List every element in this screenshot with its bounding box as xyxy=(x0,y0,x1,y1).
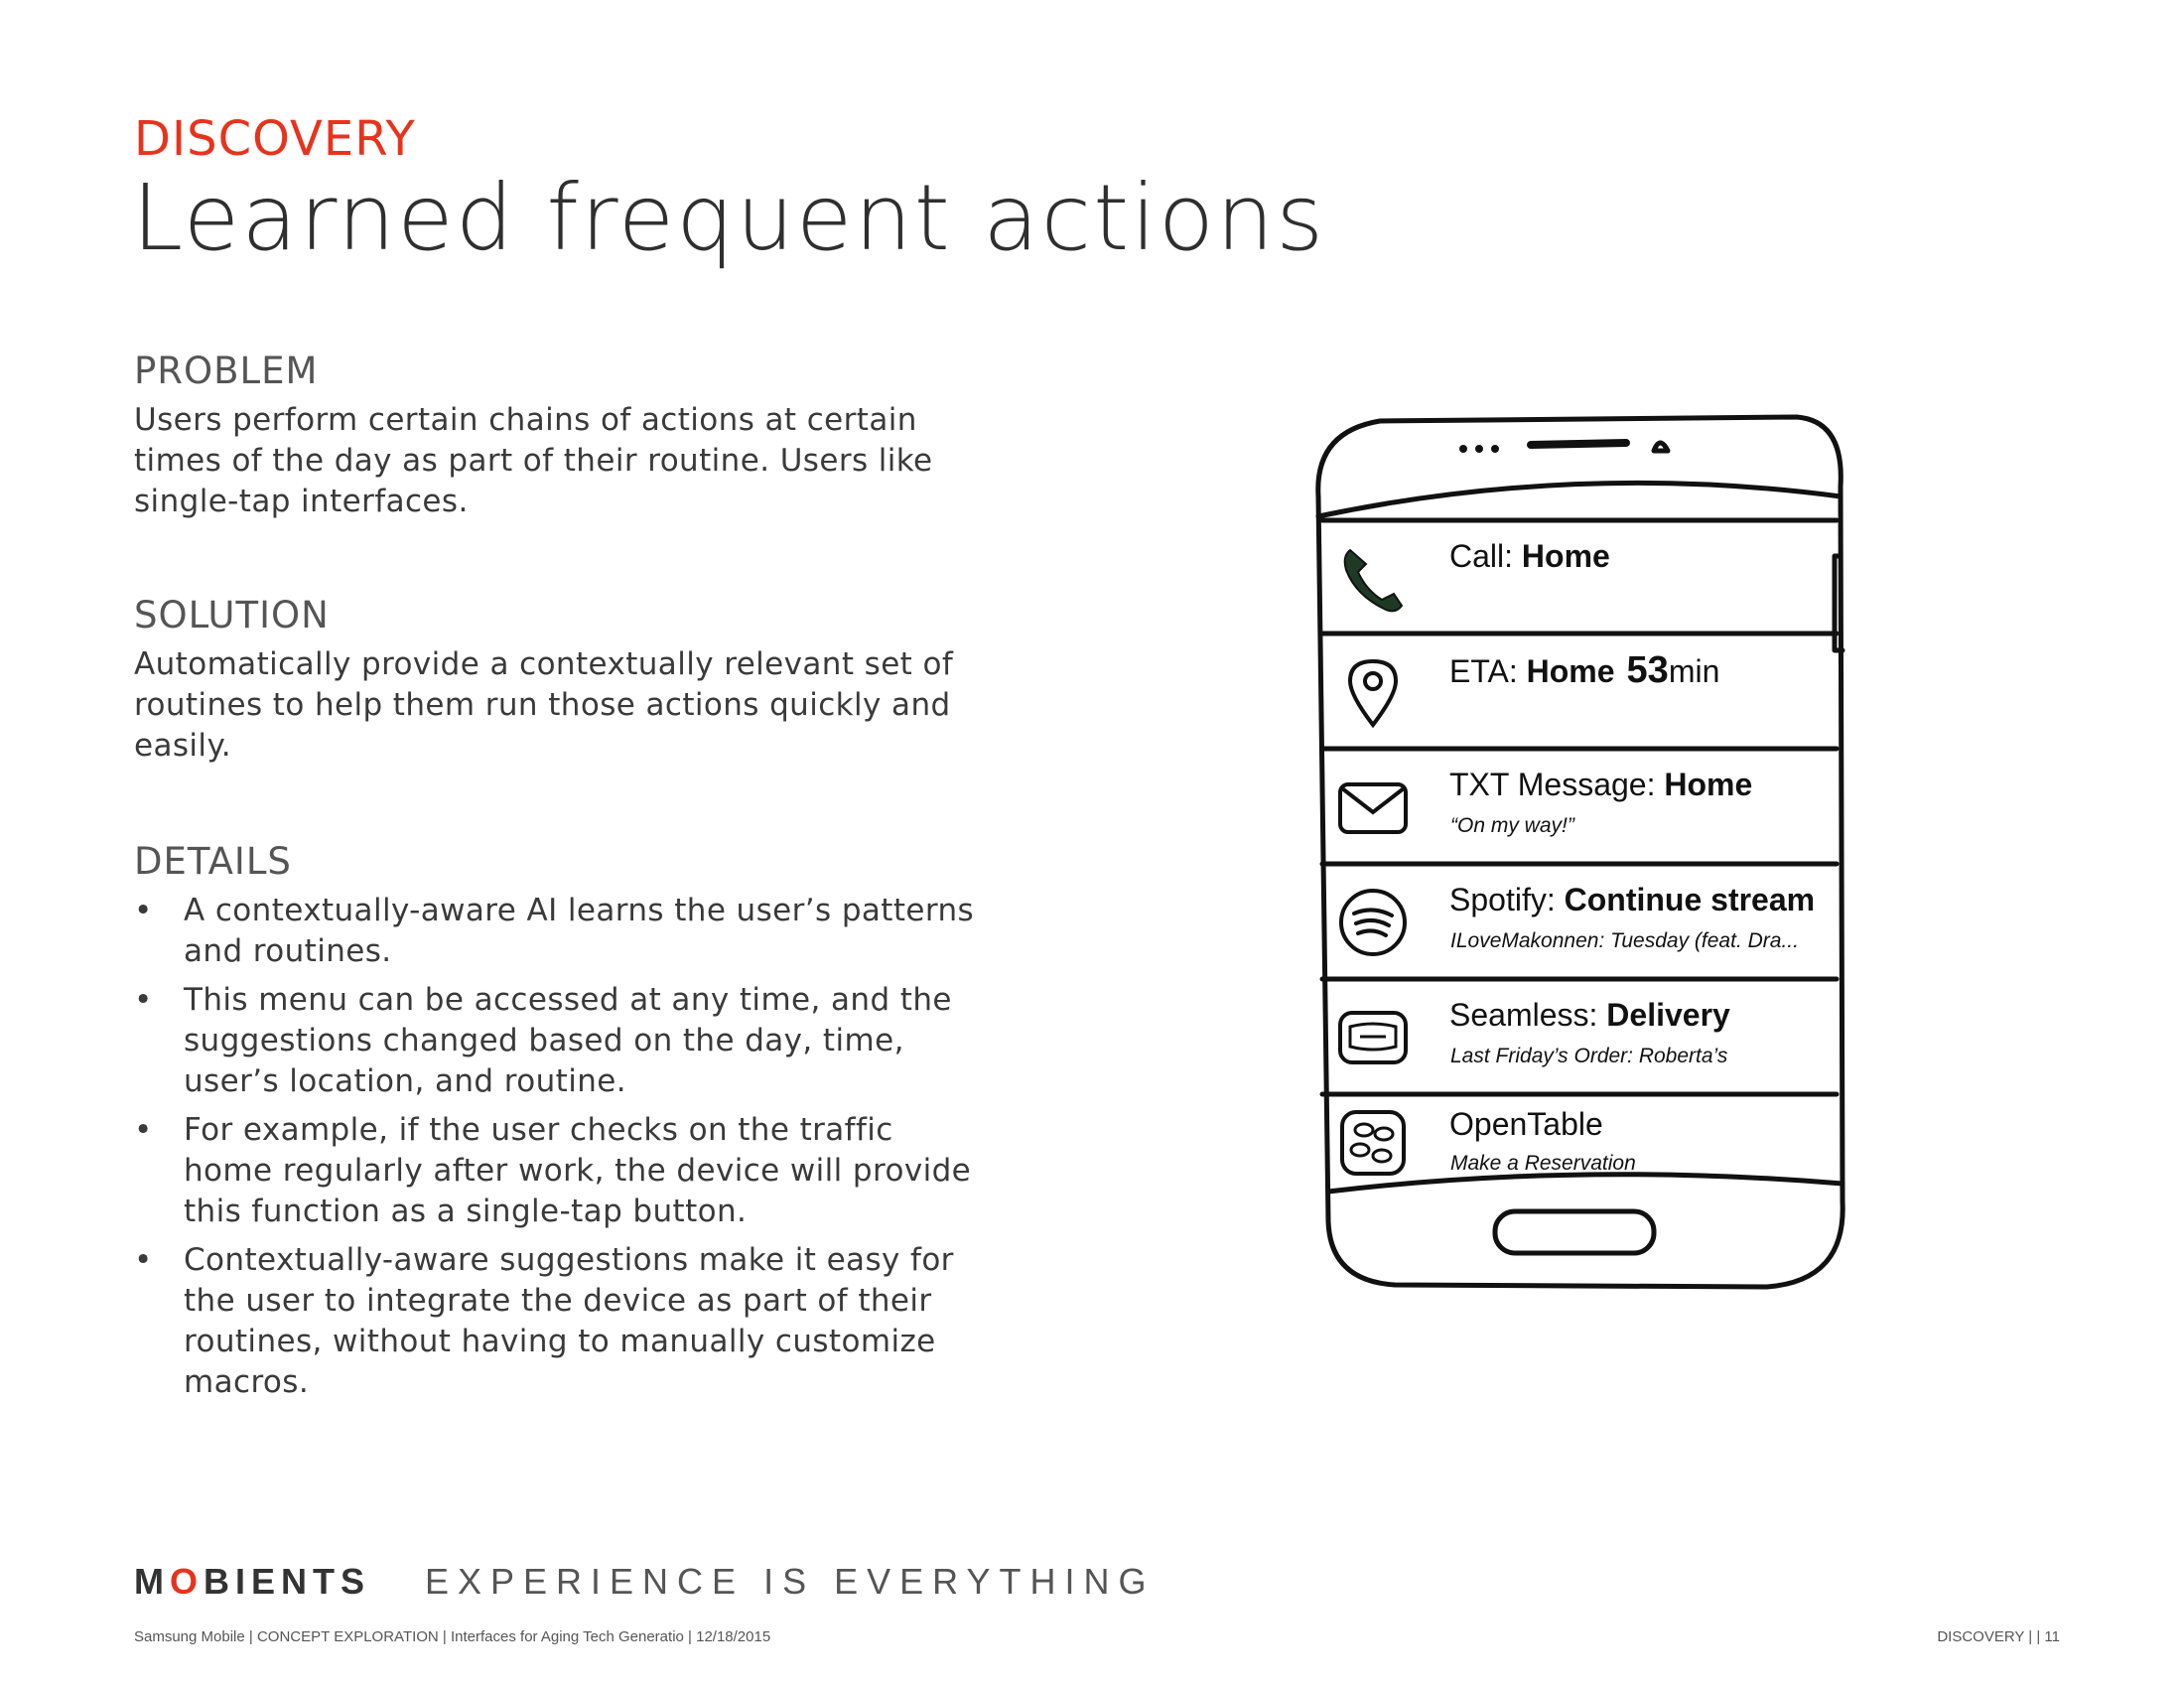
bullet-icon: • xyxy=(134,1242,153,1278)
quick-action-seamless[interactable] xyxy=(1320,981,1827,1094)
location-pin-icon xyxy=(1336,655,1410,729)
details-heading: DETAILS xyxy=(134,840,292,883)
problem-heading: PROBLEM xyxy=(134,350,319,392)
quick-action-txt[interactable] xyxy=(1320,751,1827,864)
quick-action-opentable[interactable] xyxy=(1320,1096,1827,1186)
solution-section xyxy=(134,594,988,767)
list-item xyxy=(134,891,988,972)
quick-action-spotify[interactable] xyxy=(1320,866,1827,979)
seamless-title: Seamless: Delivery xyxy=(1449,997,1730,1033)
phone-icon xyxy=(1336,542,1410,616)
eta-title: ETA: Home 53min xyxy=(1449,649,1720,691)
phone-sketch xyxy=(1300,407,1856,1291)
page-title: Learned frequent actions xyxy=(132,165,1326,271)
list-item xyxy=(134,980,988,1102)
opentable-subtitle: Make a Reservation xyxy=(1450,1152,1636,1175)
solution-text: Automatically provide a contextually relevant set of routines to help them run those actions quickly and easily. xyxy=(134,646,954,764)
bullet-icon: • xyxy=(134,982,153,1018)
detail-text: This menu can be accessed at any time, and the suggestions changed based on the day, time, user’s location, and routine. xyxy=(184,982,952,1099)
opentable-icon xyxy=(1336,1106,1410,1180)
txt-subtitle: “On my way!” xyxy=(1450,814,1574,837)
opentable-title: OpenTable xyxy=(1449,1106,1603,1142)
eta-unit: min xyxy=(1668,653,1720,689)
section-kicker: DISCOVERY xyxy=(134,111,416,167)
brand-tagline: EXPERIENCE IS EVERYTHING xyxy=(425,1561,1156,1602)
txt-title: TXT Message: Home xyxy=(1449,767,1753,802)
quick-action-call[interactable] xyxy=(1320,522,1827,635)
details-section xyxy=(134,840,988,1411)
call-title: Call: Home xyxy=(1449,538,1610,574)
detail-text: A contextually-aware AI learns the user’s patterns and routines. xyxy=(184,893,975,969)
seamless-subtitle: Last Friday’s Order: Roberta’s xyxy=(1450,1045,1728,1067)
details-list xyxy=(134,891,988,1403)
spotify-title: Spotify: Continue stream xyxy=(1449,882,1816,917)
problem-text: Users perform certain chains of actions at certain times of the day as part of their routine. Users like single-tap interfaces. xyxy=(134,402,933,519)
spotify-subtitle: ILoveMakonnen: Tuesday (feat. Dra... xyxy=(1450,929,1799,952)
envelope-icon xyxy=(1336,771,1410,844)
detail-text: For example, if the user checks on the traffic home regularly after work, the device will provide this function as a single-tap button. xyxy=(184,1112,972,1229)
list-item xyxy=(134,1110,988,1232)
bullet-icon: • xyxy=(134,1112,153,1148)
list-item xyxy=(134,1240,988,1403)
footer-meta: Samsung Mobile | CONCEPT EXPLORATION | Interfaces for Aging Tech Generatio | 12/18/2015 xyxy=(134,1628,771,1645)
eta-minutes: 53 xyxy=(1626,649,1669,691)
quick-action-eta[interactable] xyxy=(1320,635,1827,749)
bullet-icon: • xyxy=(134,893,153,928)
seamless-icon xyxy=(1336,1001,1410,1074)
solution-heading: SOLUTION xyxy=(134,594,330,636)
detail-text: Contextually-aware suggestions make it easy for the user to integrate the device as part of their routines, without having to manually customize macros. xyxy=(184,1242,954,1400)
spotify-icon xyxy=(1336,886,1410,959)
problem-section xyxy=(134,350,988,522)
brand-logo: MOBIENTS xyxy=(134,1561,371,1602)
page-number: DISCOVERY | | 11 xyxy=(1937,1628,2060,1645)
